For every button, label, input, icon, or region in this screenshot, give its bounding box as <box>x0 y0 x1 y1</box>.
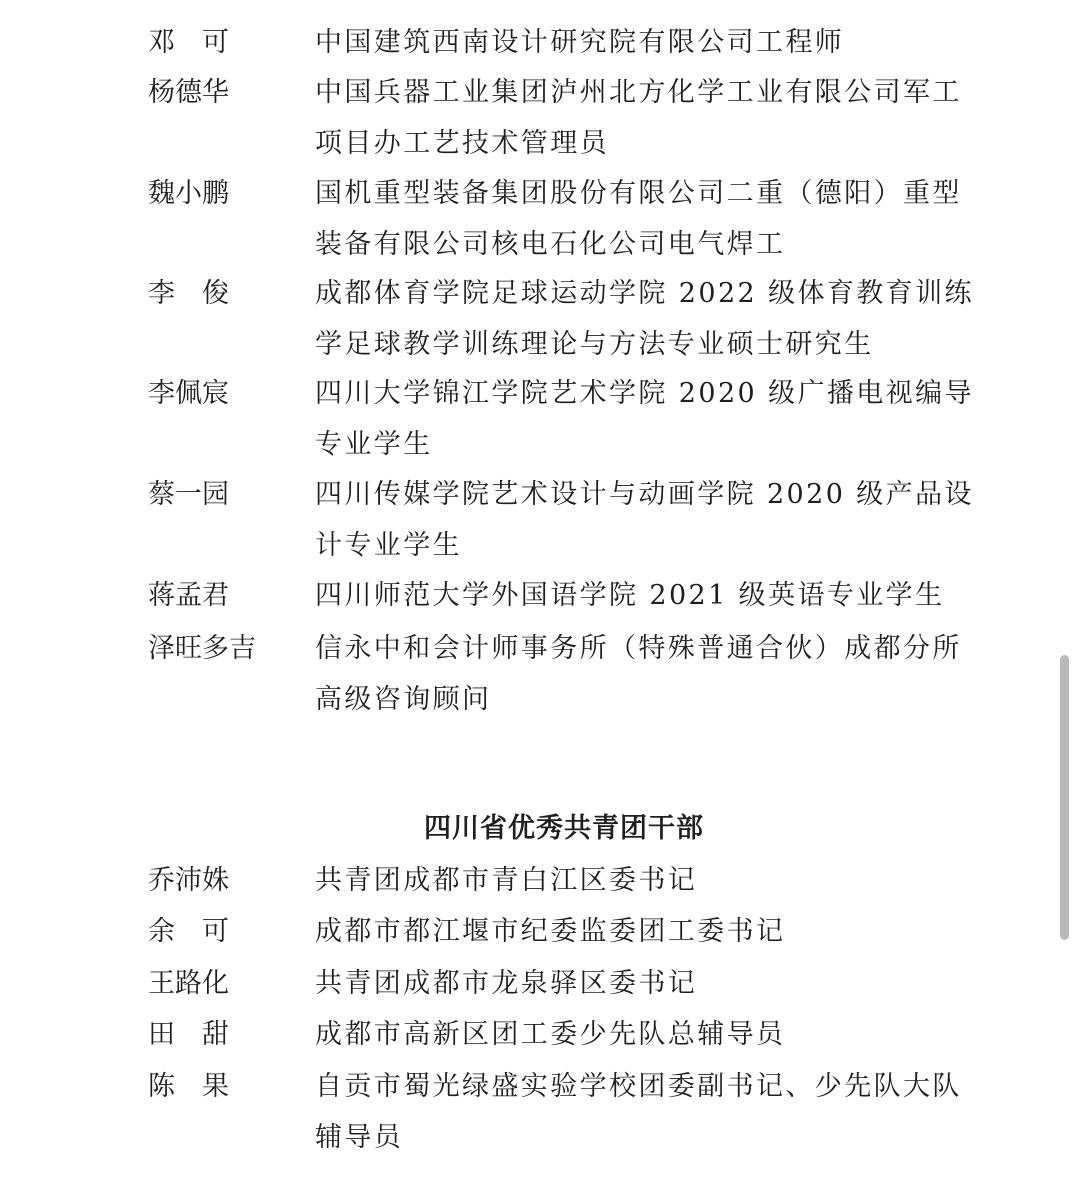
person-affiliation: 中国建筑西南设计研究院有限公司工程师 <box>315 27 845 58</box>
person-affiliation: 中国兵器工业集团泸州北方化学工业有限公司军工项目办工艺技术管理员 <box>315 77 962 159</box>
person-name: 余 可 <box>148 916 229 947</box>
person-name: 邓 可 <box>148 27 229 58</box>
person-affiliation: 四川师范大学外国语学院 2021 级英语专业学生 <box>315 580 945 611</box>
person-name: 李佩宸 <box>148 378 229 409</box>
person-affiliation: 国机重型装备集团股份有限公司二重（德阳）重型装备有限公司核电石化公司电气焊工 <box>315 178 962 260</box>
person-name: 王路化 <box>148 968 229 999</box>
person-name: 杨德华 <box>148 77 229 108</box>
person-name: 魏小鹏 <box>148 178 229 209</box>
person-affiliation: 共青团成都市青白江区委书记 <box>315 865 698 896</box>
person-name: 田 甜 <box>148 1019 229 1050</box>
person-name: 蔡一园 <box>148 479 229 510</box>
person-affiliation: 成都体育学院足球运动学院 2022 级体育教育训练学足球教学训练理论与方法专业硕士研究生 <box>315 278 974 360</box>
person-affiliation: 信永中和会计师事务所（特殊普通合伙）成都分所高级咨询顾问 <box>315 633 962 715</box>
person-name: 乔沛姝 <box>148 865 229 896</box>
person-name: 蒋孟君 <box>148 580 229 611</box>
person-affiliation: 自贡市蜀光绿盛实验学校团委副书记、少先队大队辅导员 <box>315 1071 962 1153</box>
vertical-scrollbar[interactable] <box>1060 655 1069 940</box>
person-name: 陈 果 <box>148 1071 229 1102</box>
person-name: 李 俊 <box>148 278 229 309</box>
person-affiliation: 成都市都江堰市纪委监委团工委书记 <box>315 916 786 947</box>
person-affiliation: 四川大学锦江学院艺术学院 2020 级广播电视编导专业学生 <box>315 378 974 460</box>
person-affiliation: 四川传媒学院艺术设计与动画学院 2020 级产品设计专业学生 <box>315 479 974 561</box>
section-heading: 四川省优秀共青团干部 <box>424 813 704 844</box>
person-affiliation: 共青团成都市龙泉驿区委书记 <box>315 968 698 999</box>
person-name: 泽旺多吉 <box>148 633 256 664</box>
person-affiliation: 成都市高新区团工委少先队总辅导员 <box>315 1019 786 1050</box>
